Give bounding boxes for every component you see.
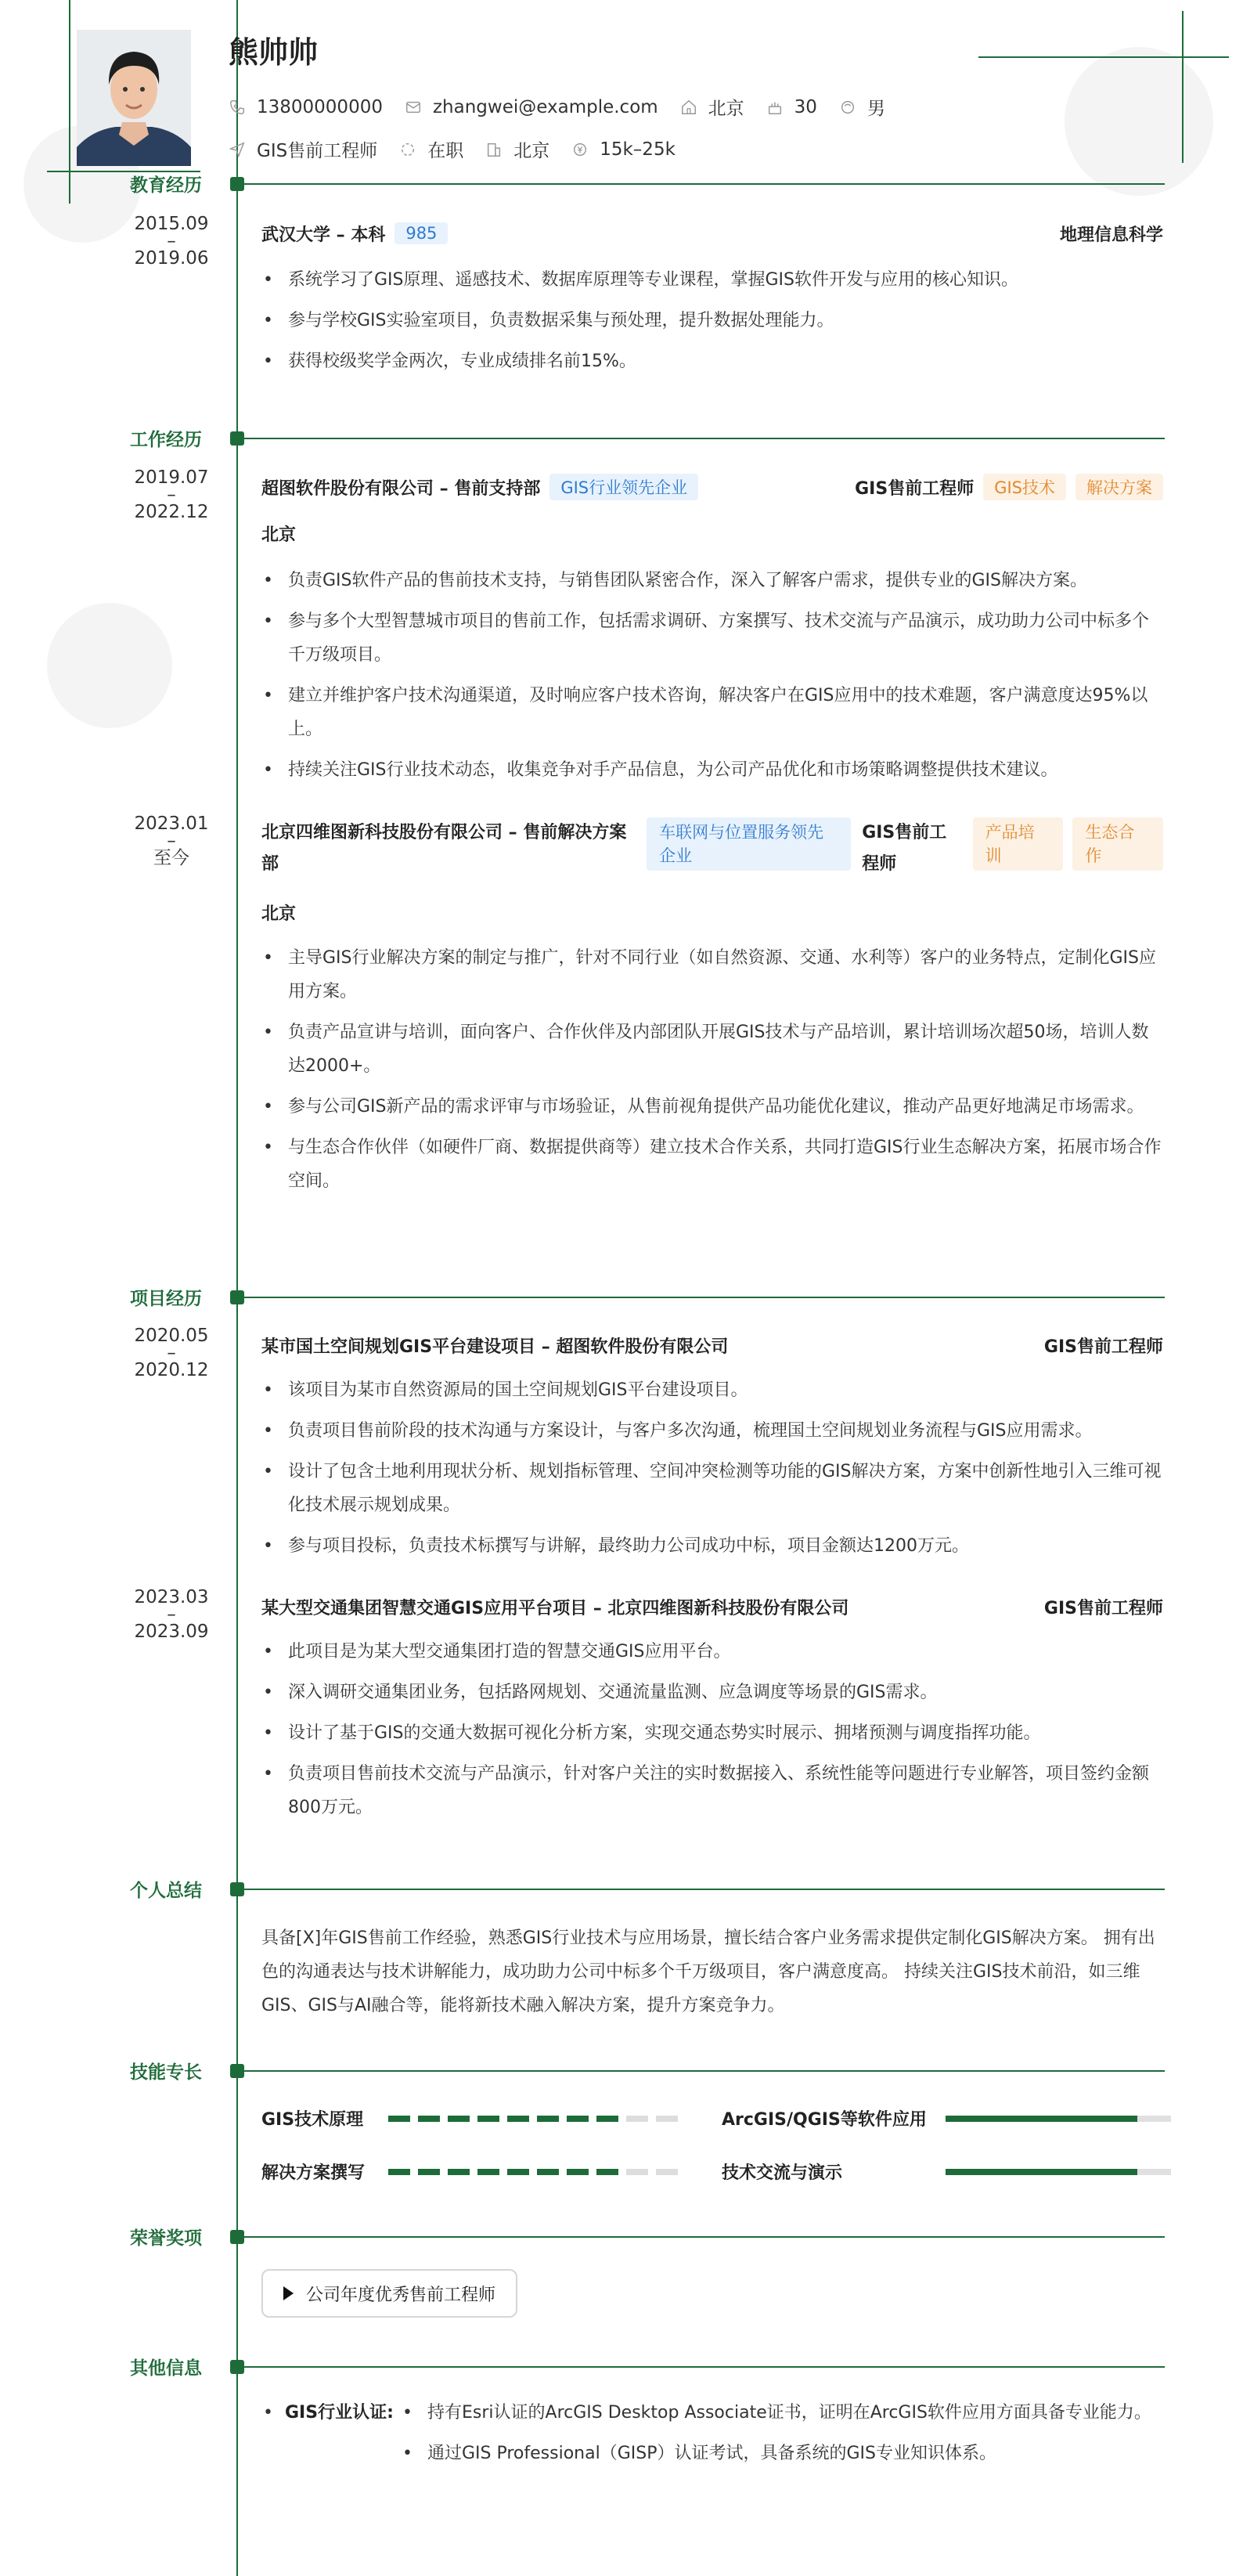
deco-vertical-line-right — [1182, 11, 1184, 163]
target-job-item — [229, 136, 377, 162]
skill-item — [261, 2159, 686, 2184]
award-name: 公司年度优秀售前工程师 — [306, 2285, 496, 2305]
section-divider — [244, 438, 1165, 439]
skill-level-bar — [388, 2169, 686, 2175]
date-end: 2023.09 — [134, 1622, 209, 1642]
list-item: • 负责GIS软件产品的售前技术支持，与销售团队紧密合作，深入了解客户需求，提供专业的GIS解决方案。 — [261, 564, 1163, 597]
project-dates — [117, 1326, 225, 1380]
date-separator: – — [167, 1343, 176, 1363]
contact-row — [229, 94, 907, 120]
skill-tag: GIS技术 — [983, 474, 1066, 500]
skill-level-segment — [388, 2116, 410, 2122]
email-icon — [405, 99, 422, 116]
skill-level-segment — [418, 2116, 440, 2122]
target-city-item — [485, 136, 549, 162]
avatar — [77, 30, 191, 166]
section-title-skills: 技能专长 — [130, 2062, 202, 2083]
project-title: 某市国土空间规划GIS平台建设项目 – 超图软件股份有限公司 — [261, 1337, 729, 1357]
skill-item — [722, 2106, 1171, 2130]
work-location: 北京 — [261, 525, 297, 545]
date-separator: – — [167, 485, 176, 505]
gender-icon — [839, 99, 856, 116]
list-item: • 负责产品宣讲与培训，面向客户、合作伙伴及内部团队开展GIS技术与产品培训，累计培训场次超50场，培训人数达2000+。 — [261, 1016, 1163, 1083]
list-item: • 主导GIS行业解决方案的制定与推广，针对不同行业（如自然资源、交通、水利等）客户的业务特点，定制化GIS应用方案。 — [261, 941, 1163, 1008]
date-separator: – — [167, 231, 176, 251]
skill-level-segment — [537, 2116, 559, 2122]
company-tag: GIS行业领先企业 — [549, 474, 698, 500]
award-item — [261, 2269, 517, 2318]
city-item — [680, 94, 744, 120]
company-name: 北京四维图新科技股份有限公司 – 售前解决方案部 — [261, 823, 627, 874]
home-icon — [680, 99, 697, 116]
section-divider — [244, 2070, 1165, 2072]
list-item: • 持续关注GIS行业技术动态，收集竞争对手产品信息，为公司产品优化和市场策略调整提供技术建议。 — [261, 753, 1163, 787]
section-divider — [244, 1297, 1165, 1298]
skill-level-segment — [537, 2169, 559, 2175]
work-header — [261, 817, 1163, 880]
target-job: GIS售前工程师 — [257, 141, 378, 161]
date-end: 2020.12 — [134, 1360, 209, 1380]
deco-circle-mid — [47, 603, 172, 728]
skill-level-segment — [477, 2116, 499, 2122]
section-marker — [230, 2064, 244, 2078]
company-tag: 车联网与位置服务领先企业 — [647, 817, 851, 871]
date-start: 2020.05 — [134, 1326, 209, 1346]
skill-level-bar — [946, 2169, 1171, 2175]
project-role: GIS售前工程师 — [1043, 1337, 1163, 1357]
section-marker — [230, 177, 244, 191]
work-location: 北京 — [261, 904, 297, 924]
email-item — [405, 97, 658, 117]
section-divider — [244, 1889, 1165, 1890]
skill-level-bar — [388, 2116, 686, 2122]
certification-list — [401, 2396, 1152, 2477]
skill-level-segment — [477, 2169, 499, 2175]
list-item: • 系统学习了GIS原理、遥感技术、数据库原理等专业课程，掌握GIS软件开发与应用的核心知识。 — [261, 263, 1163, 297]
list-item: • 获得校级奖学金两次，专业成绩排名前15%。 — [261, 345, 1163, 378]
status-item — [399, 136, 463, 162]
skill-level-segment — [626, 2116, 648, 2122]
skill-level-bar — [946, 2116, 1171, 2122]
list-item: • 深入调研交通集团业务，包括路网规划、交通流量监测、应急调度等场景的GIS需求。 — [261, 1676, 1163, 1709]
section-marker — [230, 1882, 244, 1896]
section-divider — [244, 2236, 1165, 2238]
section-title-work: 工作经历 — [130, 430, 202, 450]
list-item: • 该项目为某市自然资源局的国土空间规划GIS平台建设项目。 — [261, 1373, 1163, 1407]
avatar-photo — [77, 30, 191, 166]
project-dates — [117, 1588, 225, 1641]
skill-level-segment — [596, 2169, 618, 2175]
age-icon — [766, 99, 784, 116]
list-item: • 参与学校GIS实验室项目，负责数据采集与预处理，提升数据处理能力。 — [261, 304, 1163, 337]
section-divider — [244, 183, 1165, 185]
deco-horizontal-line-right — [978, 56, 1229, 58]
company-name: 超图软件股份有限公司 – 售前支持部 — [261, 478, 541, 499]
list-item: • 参与公司GIS新产品的需求评审与市场验证，从售前视角提供产品功能优化建议，推动产品更好地满足市场需求。 — [261, 1090, 1163, 1124]
date-separator: – — [167, 831, 176, 851]
skill-level-segment — [567, 2116, 589, 2122]
list-item: • 负责项目售前技术交流与产品演示，针对客户关注的实时数据接入、系统性能等问题进行专业解答，项目签约金额800万元。 — [261, 1757, 1163, 1824]
skill-name: 解决方案撰写 — [261, 2163, 366, 2183]
section-title-projects: 项目经历 — [130, 1289, 202, 1309]
job-intent-row — [229, 136, 697, 162]
project-bullets — [261, 1373, 1163, 1570]
status-icon — [399, 141, 416, 158]
skill-name: 技术交流与演示 — [722, 2163, 843, 2183]
list-item: • 参与项目投标，负责技术标撰写与讲解，最终助力公司成功中标，项目金额达1200万元。 — [261, 1529, 1163, 1563]
list-item: • 参与多个大型智慧城市项目的售前工作，包括需求调研、方案撰写、技术交流与产品演示，成功助力公司中标多个千万级项目。 — [261, 604, 1163, 672]
salary-item — [571, 139, 676, 160]
deco-vertical-line-left — [69, 0, 70, 204]
phone-item — [229, 97, 383, 117]
age-item — [766, 97, 817, 117]
work-bullets — [261, 564, 1163, 794]
skill-level-segment — [567, 2169, 589, 2175]
education-dates — [117, 215, 225, 268]
skill-name: GIS技术原理 — [261, 2110, 364, 2130]
skill-level-segment — [388, 2169, 410, 2175]
date-separator: – — [167, 1604, 176, 1625]
phone-number: 13800000000 — [257, 96, 383, 117]
section-title-honors: 荣誉奖项 — [130, 2228, 202, 2249]
date-end: 2019.06 — [134, 248, 209, 269]
skill-name: ArcGIS/QGIS等软件应用 — [722, 2110, 927, 2130]
list-item: • 与生态合作伙伴（如硬件厂商、数据提供商等）建立技术合作关系，共同打造GIS行业生态解决方案，拓展市场合作空间。 — [261, 1131, 1163, 1198]
section-title-other: 其他信息 — [130, 2358, 202, 2379]
job-role: GIS售前工程师 — [862, 823, 947, 874]
education-header — [261, 218, 1163, 249]
deco-timeline-line — [236, 0, 238, 2576]
candidate-name: 熊帅帅 — [229, 35, 319, 70]
section-title-education: 教育经历 — [130, 175, 202, 196]
section-title-summary: 个人总结 — [130, 1881, 202, 1901]
skill-level-fill — [946, 2116, 1137, 2122]
date-start: 2023.03 — [134, 1587, 209, 1607]
project-header — [261, 1329, 1163, 1361]
project-role: GIS售前工程师 — [1043, 1598, 1163, 1618]
skill-level-segment — [656, 2116, 678, 2122]
date-end: 2022.12 — [134, 502, 209, 522]
skill-level-segment — [626, 2169, 648, 2175]
list-item: • 持有Esri认证的ArcGIS Desktop Associate证书，证明在ArcGIS软件应用方面具备专业能力。 — [401, 2396, 1152, 2430]
city: 北京 — [708, 99, 744, 119]
skill-tag: 解决方案 — [1075, 474, 1163, 500]
project-header — [261, 1591, 1163, 1622]
skill-item — [722, 2159, 1171, 2184]
other-info — [261, 2396, 1163, 2477]
school-tag: 985 — [395, 222, 448, 244]
education-bullets — [261, 263, 1163, 385]
work-dates — [117, 468, 225, 521]
deco-circle-right — [1065, 47, 1213, 196]
age: 30 — [794, 96, 817, 117]
send-icon — [229, 141, 246, 158]
salary: 15k–25k — [600, 139, 676, 160]
certification-label: GIS行业认证: — [285, 2403, 394, 2423]
list-item: • 建立并维护客户技术沟通渠道，及时响应客户技术咨询，解决客户在GIS应用中的技术难题，客户满意度达95%以上。 — [261, 679, 1163, 746]
list-item: • 此项目是为某大型交通集团打造的智慧交通GIS应用平台。 — [261, 1635, 1163, 1669]
gender-item — [839, 94, 885, 120]
skill-level-segment — [448, 2169, 470, 2175]
job-status: 在职 — [427, 141, 464, 161]
summary-text: 具备[X]年GIS售前工作经验，熟悉GIS行业技术与应用场景，擅长结合客户业务需求提供定制化GIS解决方案。 拥有出色的沟通表达与技术讲解能力，成功助力公司中标多个千万级项目，客户满意度高。 持续关注GIS技术前沿，如三维GIS、GIS与AI融合等，能将新技术融入解决方案，提升方案竞争力。 — [261, 1928, 1155, 2015]
major: 地理信息科学 — [1059, 225, 1163, 245]
work-dates — [117, 814, 225, 868]
section-marker — [230, 2230, 244, 2244]
list-item: • 负责项目售前阶段的技术沟通与方案设计，与客户多次沟通，梳理国土空间规划业务流程与GIS应用需求。 — [261, 1414, 1163, 1448]
skill-level-segment — [448, 2116, 470, 2122]
skill-item — [261, 2106, 686, 2130]
skill-level-fill — [946, 2169, 1137, 2175]
play-triangle-icon — [283, 2286, 294, 2300]
skill-level-segment — [418, 2169, 440, 2175]
work-header — [261, 471, 1163, 503]
section-marker — [230, 2360, 244, 2374]
gender: 男 — [866, 99, 885, 119]
salary-icon — [571, 141, 589, 158]
school-name: 武汉大学 – 本科 — [261, 225, 386, 245]
section-divider — [244, 2366, 1165, 2368]
bullet-dot: • — [263, 2403, 273, 2423]
section-marker — [230, 431, 244, 446]
date-start: 2023.01 — [134, 814, 209, 834]
list-item: • 通过GIS Professional（GISP）认证考试，具备系统的GIS专业知识体系。 — [401, 2437, 1152, 2470]
skill-tag: 生态合作 — [1072, 817, 1163, 871]
project-bullets — [261, 1635, 1163, 1831]
job-role: GIS售前工程师 — [855, 478, 975, 499]
project-title: 某大型交通集团智慧交通GIS应用平台项目 – 北京四维图新科技股份有限公司 — [261, 1598, 849, 1618]
date-start: 2015.09 — [134, 214, 209, 234]
target-city: 北京 — [513, 141, 550, 161]
date-start: 2019.07 — [134, 467, 209, 488]
skill-tag: 产品培训 — [973, 817, 1064, 871]
skill-level-segment — [507, 2116, 529, 2122]
work-bullets — [261, 941, 1163, 1205]
section-marker — [230, 1290, 244, 1304]
skill-level-segment — [596, 2116, 618, 2122]
phone-icon — [229, 99, 246, 116]
date-end: 至今 — [153, 848, 189, 868]
list-item: • 设计了基于GIS的交通大数据可视化分析方案，实现交通态势实时展示、拥堵预测与调度指挥功能。 — [261, 1716, 1163, 1750]
list-item: • 设计了包含土地利用现状分析、规划指标管理、空间冲突检测等功能的GIS解决方案，方案中创新性地引入三维可视化技术展示规划成果。 — [261, 1455, 1163, 1522]
building-icon — [485, 141, 503, 158]
email-address: zhangwei@example.com — [432, 96, 658, 117]
skill-level-segment — [656, 2169, 678, 2175]
skill-level-segment — [507, 2169, 529, 2175]
